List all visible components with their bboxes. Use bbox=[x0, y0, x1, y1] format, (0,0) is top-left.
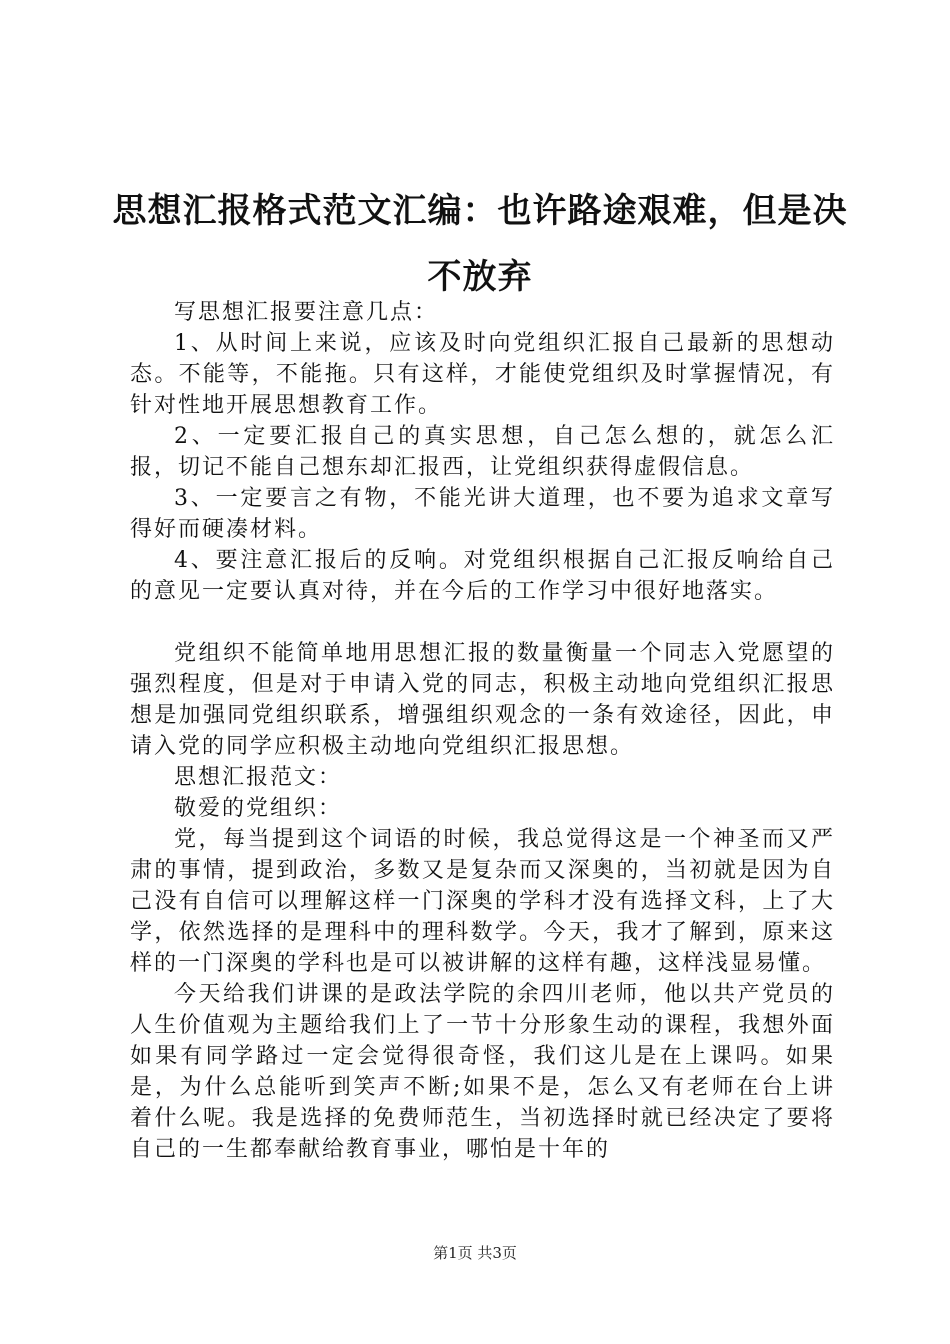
paragraph-salutation: 敬爱的党组织： bbox=[174, 796, 343, 821]
paragraph-explanation: 党组织不能简单地用思想汇报的数量衡量一个同志入党愿望的强烈程度，但是对于申请入党的同志，积极主动地向党组织汇报思想是加强同党组织联系，增强组织观念的一条有效途径，因此，申请入党的同学应积极主动地向党组织汇报思想。 bbox=[130, 641, 835, 759]
paragraph-point-1: 1、从时间上来说，应该及时向党组织汇报自己最新的思想动态。不能等，不能拖。只有这样，才能使党组织及时掌握情况，有针对性地开展思想教育工作。 bbox=[130, 331, 835, 418]
paragraph-sample-heading: 思想汇报范文： bbox=[174, 765, 343, 790]
paragraph-point-3: 3、一定要言之有物，不能光讲大道理，也不要为追求文章写得好而硬凑材料。 bbox=[130, 486, 835, 542]
paragraph-point-2: 2、一定要汇报自己的真实思想，自己怎么想的，就怎么汇报，切记不能自己想东却汇报西，让党组织获得虚假信息。 bbox=[130, 424, 835, 480]
paragraph-body-2: 今天给我们讲课的是政法学院的余四川老师，他以共产党员的人生价值观为主题给我们上了一节十分形象生动的课程，我想外面如果有同学路过一定会觉得很奇怪，我们这儿是在上课吗。如果是，为什么总能听到笑声不断;如果不是，怎么又有老师在台上讲着什么呢。我是选择的免费师范生，当初选择时就已经决定了要将自己的一生都奉献给教育事业，哪怕是十年的 bbox=[130, 982, 835, 1162]
paragraph-intro: 写思想汇报要注意几点： bbox=[174, 300, 439, 325]
document-title: 思想汇报格式范文汇编：也许路途艰难，但是决不放弃 bbox=[112, 191, 848, 297]
page-footer: 第1页 共3页 bbox=[433, 1244, 517, 1262]
paragraph-point-4: 4、要注意汇报后的反响。对党组织根据自己汇报反响给自己的意见一定要认真对待，并在今后的工作学习中很好地落实。 bbox=[130, 548, 835, 604]
document-body bbox=[130, 297, 835, 1165]
paragraph-body-1: 党，每当提到这个词语的时候，我总觉得这是一个神圣而又严肃的事情，提到政治，多数又是复杂而又深奥的，当初就是因为自己没有自信可以理解这样一门深奥的学科才没有选择文科，上了大学，依然选择的是理科中的理科数学。今天，我才了解到，原来这样的一门深奥的学科也是可以被讲解的这样有趣，这样浅显易懂。 bbox=[130, 827, 835, 976]
